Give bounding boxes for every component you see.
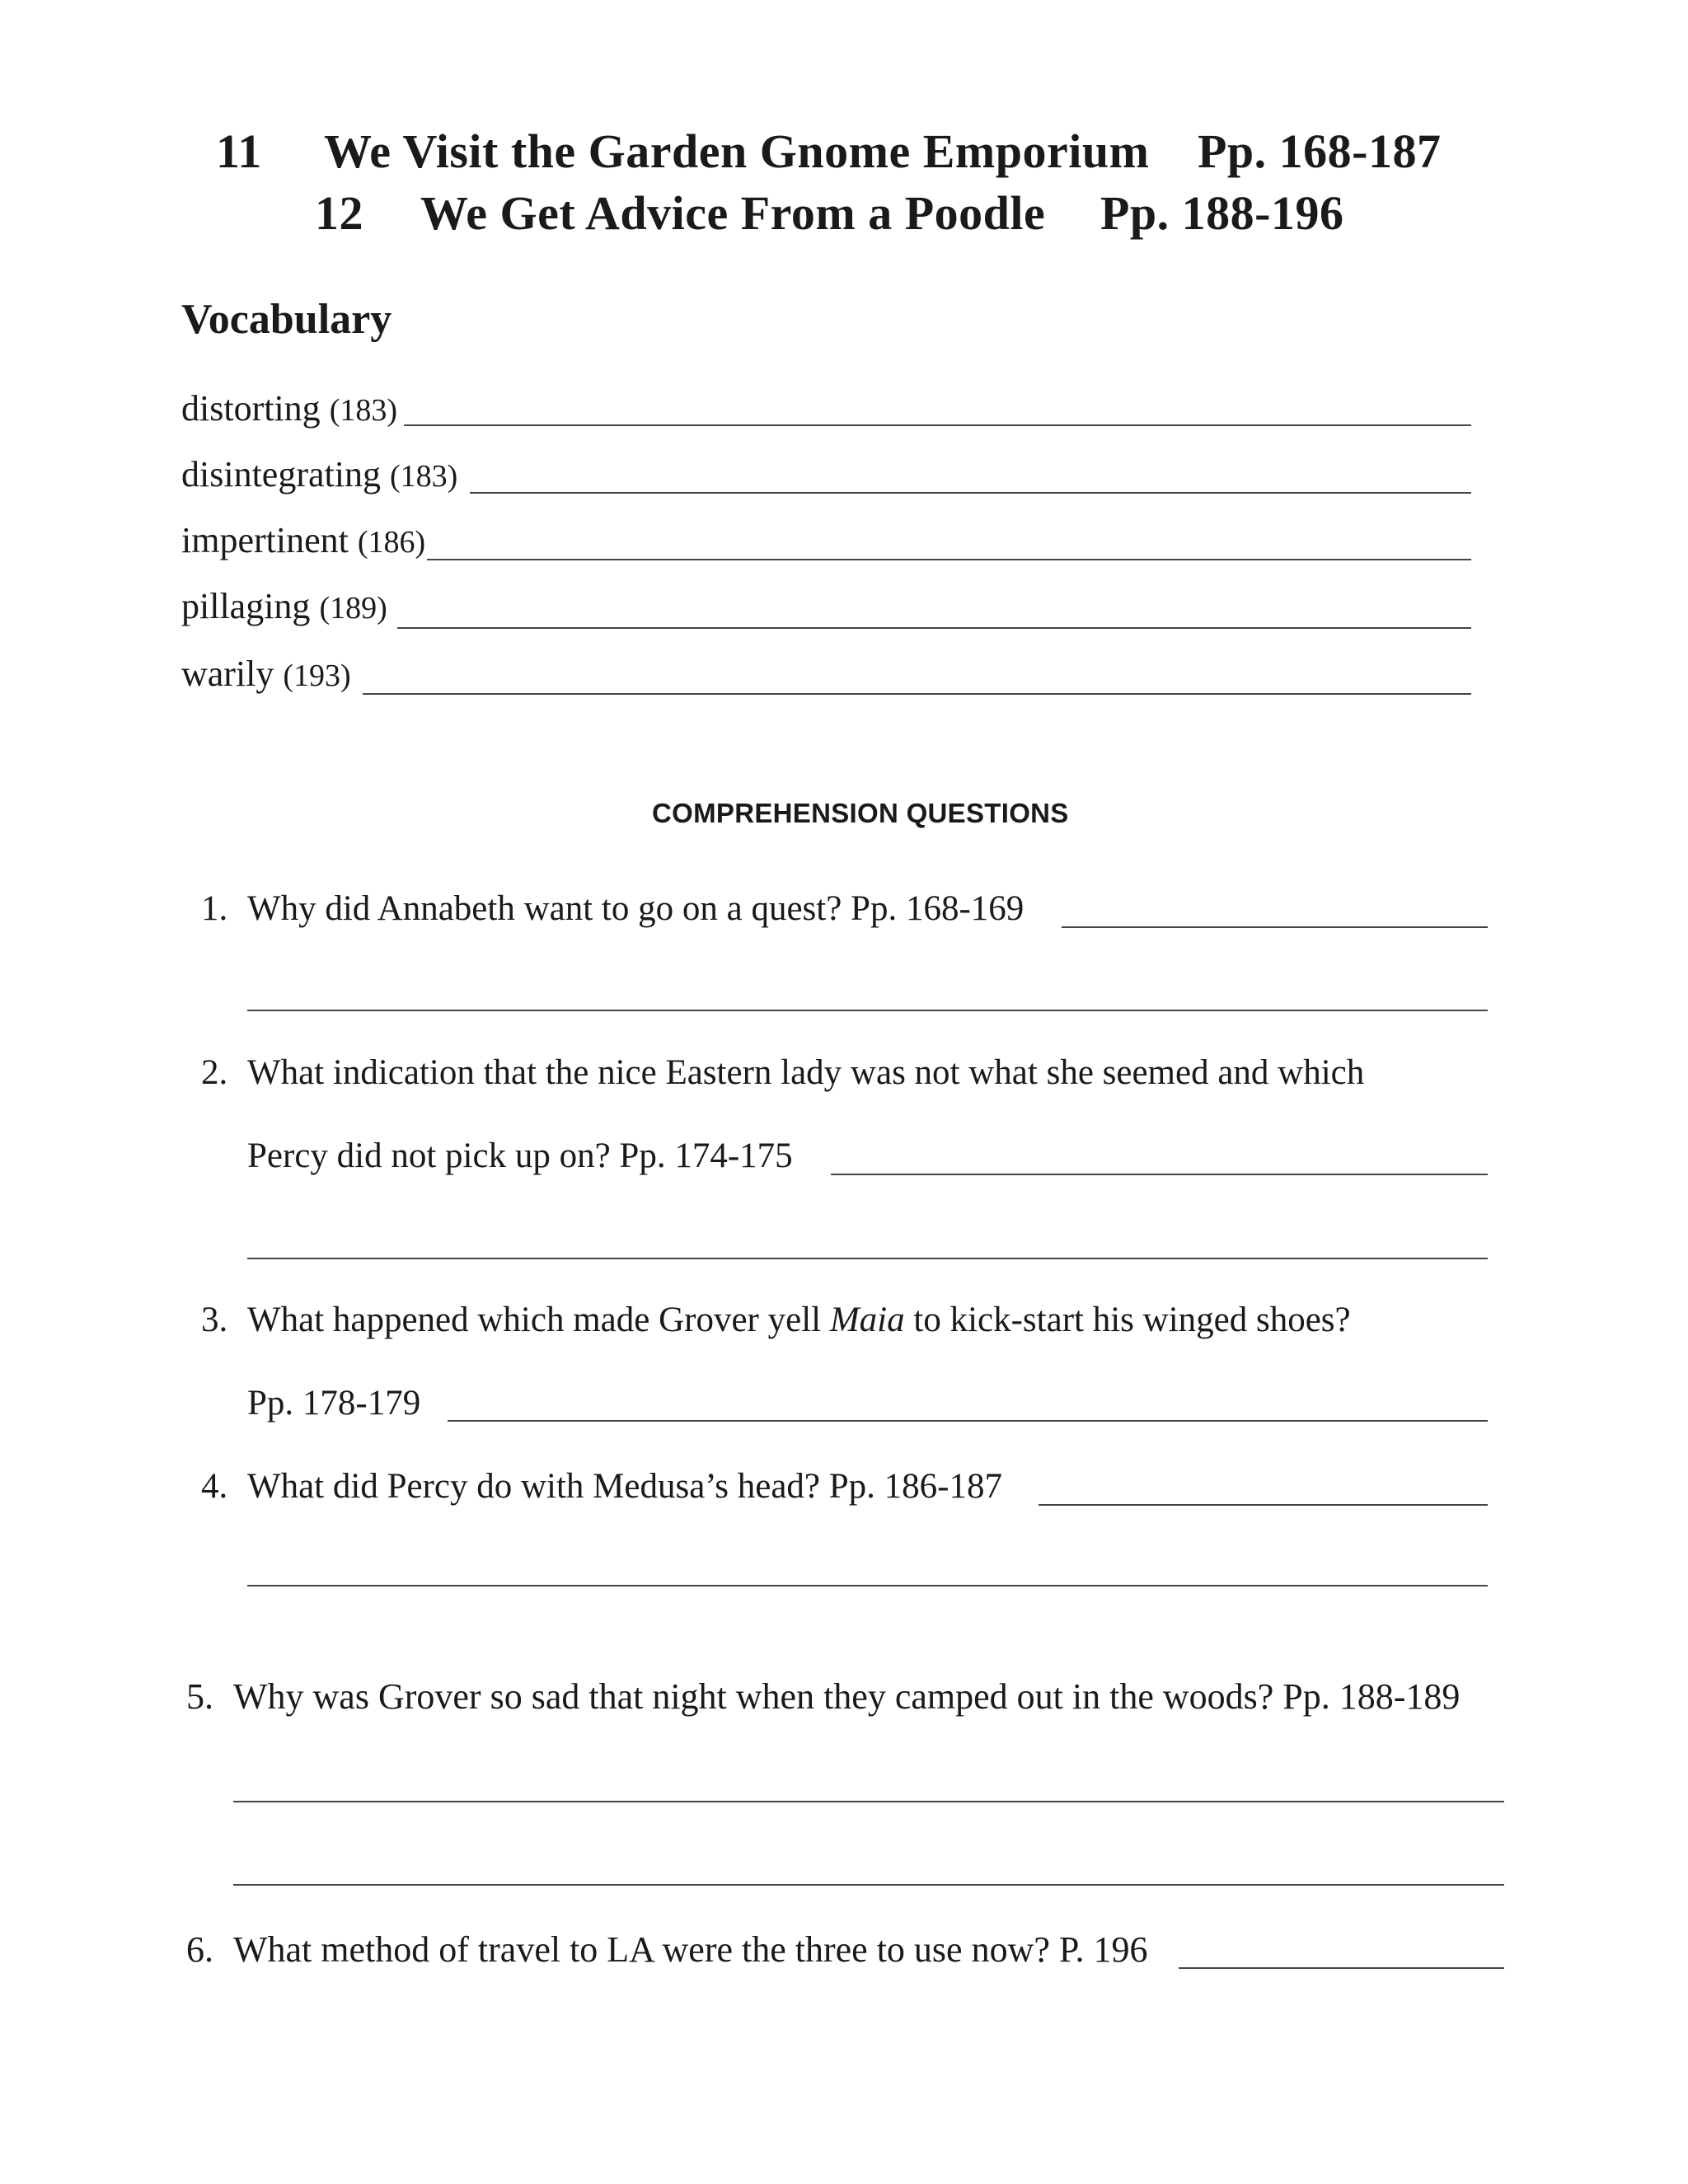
- vocab-term: disintegrating: [181, 454, 381, 494]
- answer-line[interactable]: [1039, 1504, 1488, 1506]
- answer-line[interactable]: [233, 1801, 1504, 1802]
- answer-line[interactable]: [233, 1884, 1504, 1886]
- chapter-11-title: We Visit the Garden Gnome Emporium: [324, 124, 1150, 178]
- question-number: 3.: [201, 1301, 228, 1339]
- question-text: What did Percy do with Medusa’s head? Pp. 186-187: [247, 1467, 1002, 1506]
- vocab-page: (189): [319, 591, 387, 626]
- vocab-word: [181, 585, 387, 627]
- answer-line[interactable]: [247, 1258, 1488, 1259]
- vocab-term: pillaging: [181, 586, 311, 626]
- vocab-word: [181, 453, 457, 495]
- vocab-answer-line[interactable]: [363, 693, 1471, 695]
- question-text: Percy did not pick up on? Pp. 174-175: [247, 1137, 793, 1175]
- chapter-12-pages: Pp. 188-196: [1100, 186, 1344, 240]
- question-text: What happened which made Grover yell Maia to kick-start his winged shoes?: [247, 1301, 1351, 1339]
- vocab-answer-line[interactable]: [404, 424, 1471, 426]
- answer-line[interactable]: [1179, 1967, 1504, 1969]
- vocab-word: [181, 387, 397, 429]
- answer-line[interactable]: [448, 1420, 1488, 1422]
- vocab-word: [181, 653, 351, 695]
- answer-line[interactable]: [247, 1010, 1488, 1011]
- question-text: What indication that the nice Eastern lady was not what she seemed and which: [247, 1053, 1365, 1092]
- question-text: Pp. 178-179: [247, 1384, 421, 1422]
- vocab-term: warily: [181, 654, 274, 694]
- question-text: What method of travel to LA were the three to use now? P. 196: [233, 1929, 1148, 1970]
- chapter-11-pages: Pp. 168-187: [1198, 124, 1442, 178]
- answer-line[interactable]: [247, 1585, 1488, 1586]
- question-number: 4.: [201, 1467, 228, 1506]
- question-number: 2.: [201, 1053, 228, 1092]
- question-number: 5.: [186, 1676, 213, 1717]
- vocab-answer-line[interactable]: [397, 627, 1471, 629]
- vocab-page: (183): [329, 393, 397, 428]
- answer-line[interactable]: [1062, 926, 1488, 928]
- vocab-answer-line[interactable]: [427, 559, 1471, 560]
- question-text: Why was Grover so sad that night when they camped out in the woods? Pp. 188-189: [233, 1676, 1461, 1717]
- question-text: Why did Annabeth want to go on a quest? Pp. 168-169: [247, 889, 1025, 928]
- vocab-term: distorting: [181, 388, 321, 429]
- vocabulary-heading: Vocabulary: [181, 296, 392, 343]
- vocab-page: (186): [357, 525, 426, 560]
- answer-line[interactable]: [831, 1174, 1488, 1175]
- chapter-12-title: We Get Advice From a Poodle: [420, 186, 1046, 240]
- chapter-11-number: 11: [216, 124, 262, 178]
- comprehension-heading: COMPREHENSION QUESTIONS: [652, 798, 1069, 828]
- italic-word: Maia: [829, 1301, 905, 1339]
- chapter-12-number: 12: [315, 186, 363, 240]
- vocab-word: [181, 519, 425, 561]
- vocab-page: (183): [389, 459, 458, 494]
- question-number: 1.: [201, 889, 228, 928]
- question-number: 6.: [186, 1929, 213, 1970]
- vocab-term: impertinent: [181, 520, 349, 560]
- vocab-answer-line[interactable]: [470, 492, 1471, 494]
- vocab-page: (193): [283, 658, 351, 693]
